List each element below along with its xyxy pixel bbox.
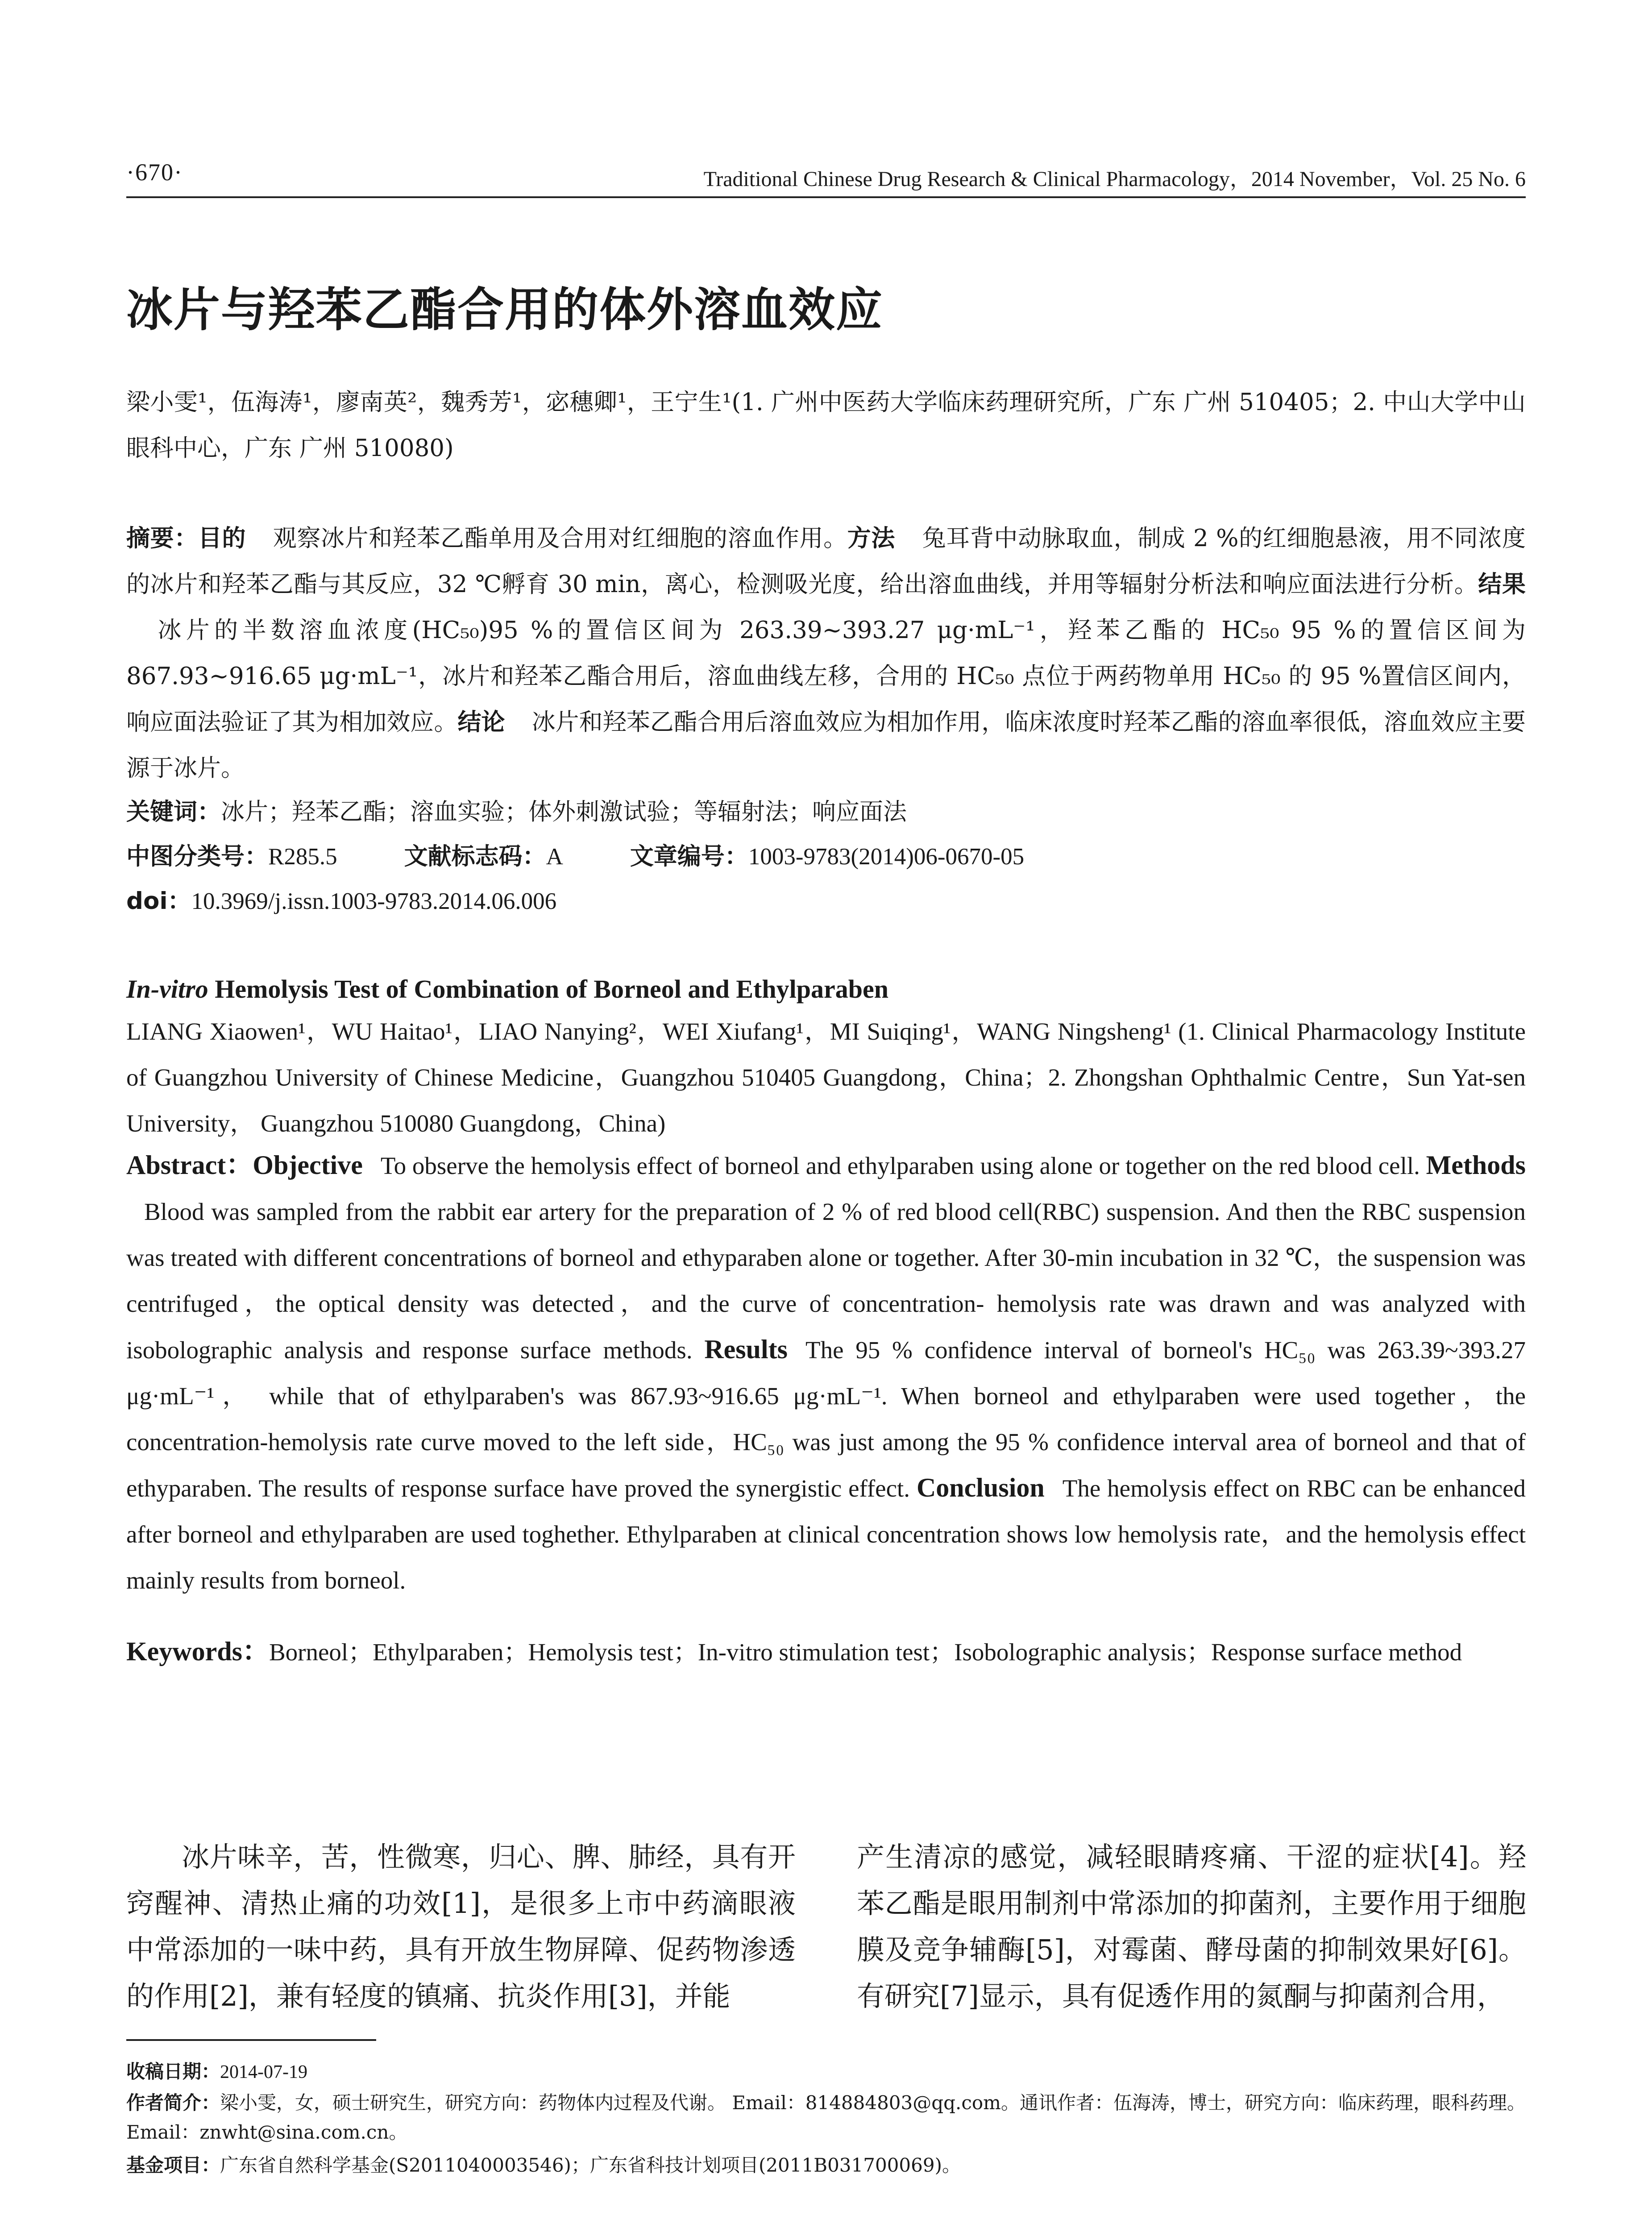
author-note-label: 作者简介： <box>126 2092 220 2114</box>
cn-keywords-text: 冰片；羟苯乙酯；溶血实验；体外刺激试验；等辐射法；响应面法 <box>221 798 907 825</box>
en-methods-label: Methods <box>1426 1150 1526 1180</box>
en-keywords <box>126 1629 1526 1675</box>
article-no-value: 1003-9783(2014)06-0670-05 <box>748 844 1025 870</box>
cn-keywords-label: 关键词： <box>126 798 221 825</box>
cn-methods-text: 兔耳背中动脉取血，制成 2 %的红细胞悬液，用不同浓度的冰片和羟苯乙酯与其反应，32 ℃孵育 30 min，离心，检测吸光度，给出溶血曲线，并用等辐射分析法和响应面法进行分析。 <box>126 525 1526 598</box>
page-number: ·670· <box>126 159 183 186</box>
doi-label: doi： <box>126 887 191 915</box>
en-keywords-text: Borneol；Ethylparaben；Hemolysis test；In-vitro stimulation test；Isobolographic analysis；Response surface method <box>269 1638 1462 1666</box>
article-no-label: 文章编号： <box>630 843 748 870</box>
en-conclusion-text: The hemolysis effect on RBC can be enhanced after borneol and ethylparaben are used toghether. Ethylparaben at clinical concentration shows low hemolysis rate，and the hemolysis effect mainly results from borneol. <box>126 1475 1526 1594</box>
en-title-rest: Hemolysis Test of Combination of Borneol and Ethylparaben <box>215 975 888 1004</box>
cn-classification <box>126 834 1526 880</box>
running-header: Traditional Chinese Drug Research & Clinical Pharmacology，2014 November，Vol. 25 No. 6 <box>703 167 1526 191</box>
en-results-text: The 95 % confidence interval of borneol's HC₅₀ was 263.39~393.27 μg·mL⁻¹， while that of ethylparaben's was 867.93~916.65 μg·mL⁻¹. When borneol and ethylparaben were used together，the concentration-hemolysis rate curve moved to the left side，HC₅₀ was just among the 95 % confidence interval area of borneol and that of ethyparaben. The results of response surface have proved the synergistic effect. <box>126 1336 1526 1502</box>
en-results-label: Results <box>704 1335 788 1364</box>
cn-title: 冰片与羟苯乙酯合用的体外溶血效应 <box>126 282 884 337</box>
class-value: R285.5 <box>268 844 337 870</box>
doc-code-value: A <box>546 844 563 870</box>
en-title <box>126 966 1526 1012</box>
class-label: 中图分类号： <box>126 843 268 870</box>
en-title-italic: In-vitro <box>126 975 208 1004</box>
cn-abstract-label: 摘要： <box>126 525 198 552</box>
received-label: 收稿日期： <box>126 2061 220 2082</box>
cn-authors: 梁小雯¹，伍海涛¹，廖南英²，魏秀芳¹，宓穗卿¹，王宁生¹(1. 广州中医药大学临床药理研究所，广东 广州 510405；2. 中山大学中山眼科中心，广东 广州 510080) <box>126 389 1526 462</box>
fund-label: 基金项目： <box>126 2154 220 2176</box>
cn-conclusion-text: 冰片和羟苯乙酯合用后溶血效应为相加作用，临床浓度时羟苯乙酯的溶血率很低，溶血效应主要源于冰片。 <box>126 709 1526 782</box>
cn-objective-label: 目的 <box>198 525 246 552</box>
header-rule <box>126 196 1526 198</box>
en-abstract <box>126 1142 1526 1603</box>
cn-results-label: 结果 <box>1478 571 1526 598</box>
en-objective-text: To observe the hemolysis effect of borneol and ethylparaben using alone or together on the red blood cell. <box>380 1152 1420 1179</box>
cn-abstract <box>126 515 1526 791</box>
en-objective-label: Objective <box>253 1150 363 1180</box>
body-column-right: 产生清凉的感觉，减轻眼睛疼痛、干涩的症状[4]。羟苯乙酯是眼用制剂中常添加的抑菌剂，主要作用于细胞膜及竞争辅酶[5]，对霉菌、酵母菌的抑制效果好[6]。有研究[7]显示，具有促透作用的氮酮与抑菌剂合用， <box>857 1841 1526 2012</box>
cn-results-text: 冰片的半数溶血浓度(HC₅₀)95 %的置信区间为 263.39~393.27 μg·mL⁻¹，羟苯乙酯的 HC₅₀ 95 %的置信区间为 867.93~916.65 μg·mL⁻¹，冰片和羟苯乙酯合用后，溶血曲线左移，合用的 HC₅₀ 点位于两药物单用 HC₅₀ 的 95 %置信区间内，响应面法验证了其为相加效应。 <box>126 617 1526 736</box>
footnote-author <box>126 2088 1526 2147</box>
cn-conclusion-label: 结论 <box>457 709 505 736</box>
footnote-received <box>126 2057 1526 2087</box>
en-methods-text: Blood was sampled from the rabbit ear artery for the preparation of 2 % of red blood cell(RBC) suspension. And then the RBC suspension was treated with different concentrations of borneol and ethyparaben alone or together. After 30-min incubation in 32 ℃，the suspension was centrifuged，the optical density was detected，and the curve of concentration- hemolysis rate was drawn and was analyzed with isobolographic analysis and response surface methods. <box>126 1198 1526 1364</box>
author-note-text: 梁小雯，女，硕士研究生，研究方向：药物体内过程及代谢。 Email：814884803@qq.com。通讯作者：伍海涛，博士，研究方向：临床药理，眼科药理。Email：znwht@sina.com.cn。 <box>126 2092 1526 2143</box>
doc-code-label: 文献标志码： <box>404 843 546 870</box>
received-value: 2014-07-19 <box>220 2062 307 2082</box>
en-conclusion-label: Conclusion <box>916 1473 1045 1502</box>
doi-value: 10.3969/j.issn.1003-9783.2014.06.006 <box>191 888 557 914</box>
fund-text: 广东省自然科学基金(S2011040003546)；广东省科技计划项目(2011B031700069)。 <box>220 2154 961 2176</box>
body-column-left: 冰片味辛，苦，性微寒，归心、脾、肺经，具有开窍醒神、清热止痛的功效[1]，是很多上市中药滴眼液中常添加的一味中药，具有开放生物屏障、促药物渗透的作用[2]，兼有轻度的镇痛、抗炎作用[3]，并能 <box>126 1841 796 2012</box>
en-keywords-label: Keywords： <box>126 1637 269 1666</box>
footnote-fund <box>126 2151 1526 2180</box>
cn-keywords <box>126 789 1526 835</box>
footnote-rule <box>126 2039 376 2041</box>
doi <box>126 878 1526 925</box>
cn-objective-text: 观察冰片和羟苯乙酯单用及合用对红细胞的溶血作用。 <box>273 525 847 552</box>
cn-methods-label: 方法 <box>847 525 895 552</box>
en-abstract-label: Abstract： <box>126 1150 253 1180</box>
en-authors: LIANG Xiaowen¹，WU Haitao¹，LIAO Nanying²，WEI Xiufang¹，MI Suiqing¹，WANG Ningsheng¹ (1. Clinical Pharmacology Institute of Guangzhou University of Chinese Medicine，Guangzhou 510405 Guangdong，China；2. Zhongshan Ophthalmic Centre，Sun Yat-sen University， Guangzhou 510080 Guangdong，China) <box>126 1018 1526 1137</box>
